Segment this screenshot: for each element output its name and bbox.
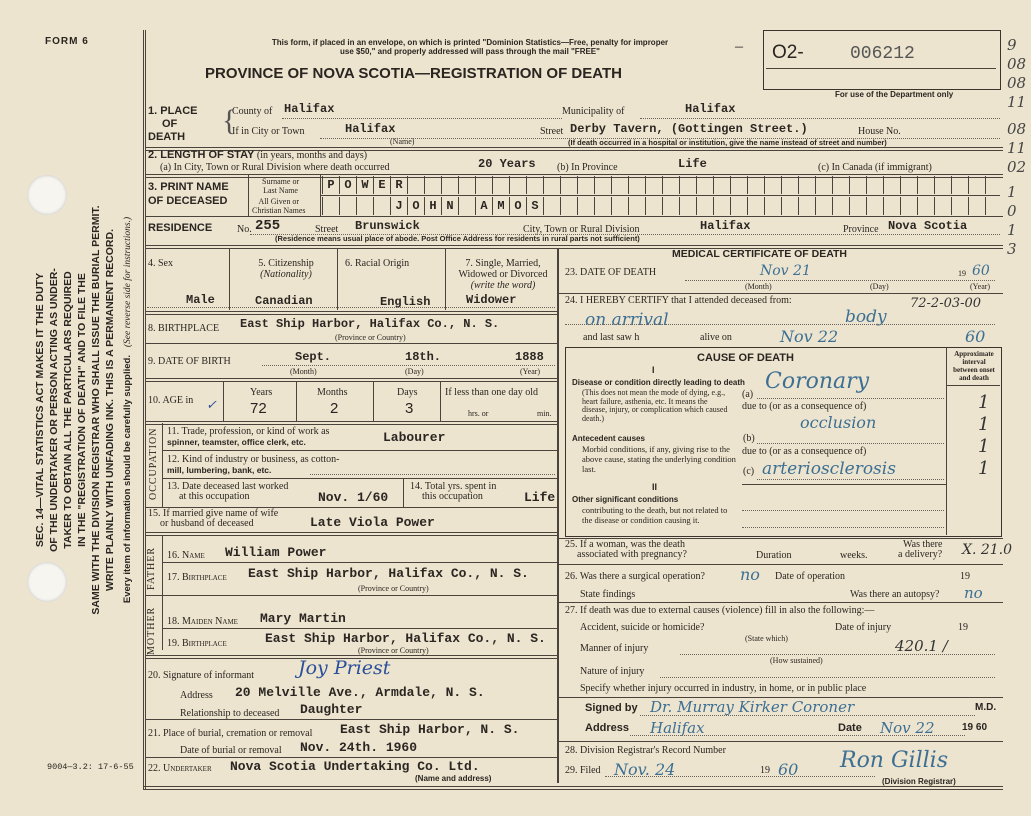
street-label: Street bbox=[540, 126, 564, 137]
mother-side-label: MOTHER bbox=[146, 606, 157, 655]
year-note: (Year) bbox=[520, 367, 541, 376]
place-of-death-label: 1. PLACE OF DEATH bbox=[148, 105, 198, 143]
name-letter-cell bbox=[832, 176, 849, 194]
delivery-handwritten: X. 21.0 bbox=[962, 542, 1013, 558]
name-letter-cell bbox=[594, 197, 611, 215]
given-grid bbox=[322, 197, 1002, 215]
name-letter-cell bbox=[577, 197, 594, 215]
total-years-label: 14. Total yrs. spent in this occupation bbox=[410, 481, 497, 502]
name-letter-cell bbox=[492, 176, 509, 194]
surname-label: Surname or Last Name bbox=[262, 177, 300, 195]
name-letter-cell bbox=[662, 197, 679, 215]
attended-from-handwritten: on arrival bbox=[585, 310, 669, 330]
last-worked-label: 13. Date deceased last worked at this occupation bbox=[167, 481, 289, 502]
cause-a-label: (a) bbox=[742, 389, 754, 400]
min-label: min. bbox=[537, 409, 552, 418]
signature-date-handwritten: Nov 22 bbox=[880, 719, 935, 737]
name-letter-cell bbox=[441, 176, 458, 194]
surgery-label: 26. Was there a surgical operation? bbox=[565, 571, 705, 582]
nature-label: Nature of injury bbox=[580, 666, 645, 677]
state-which-note: (State which) bbox=[745, 634, 788, 643]
name-letter-cell: M bbox=[492, 197, 509, 215]
city-label: If in City or Town bbox=[232, 126, 305, 137]
residence-label: RESIDENCE bbox=[148, 222, 213, 234]
name-letter-cell bbox=[526, 176, 543, 194]
hrs-label: hrs. or bbox=[468, 409, 489, 418]
name-letter-cell: J bbox=[390, 197, 407, 215]
industry-label: 12. Kind of industry or business, as cotton- mill, lumbering, bank, etc. bbox=[167, 454, 340, 475]
specify-label: Specify whether injury occurred in industry, in home, or in public place bbox=[580, 683, 867, 694]
stay-canada-label: (c) In Canada (if immigrant) bbox=[818, 162, 932, 173]
month-note: (Month) bbox=[745, 282, 772, 291]
father-name-label: 16. Name bbox=[167, 550, 205, 561]
name-letter-cell bbox=[798, 197, 815, 215]
name-letter-cell bbox=[645, 176, 662, 194]
residence-no: 255 bbox=[255, 218, 281, 234]
stay-province-value: Life bbox=[678, 157, 707, 171]
name-letter-cell bbox=[985, 197, 1002, 215]
birthplace-value: East Ship Harbor, Halifax Co., N. S. bbox=[240, 317, 500, 331]
form-number: FORM 6 bbox=[45, 36, 89, 47]
part-two-label: II bbox=[652, 482, 658, 492]
residence-province-label: Province bbox=[843, 224, 879, 235]
name-letter-cell bbox=[747, 176, 764, 194]
name-letter-cell bbox=[356, 197, 373, 215]
total-years-value: Life bbox=[524, 490, 556, 505]
name-letter-cell bbox=[560, 197, 577, 215]
marital-label: 7. Single, Married, Widowed or Divorced (write the word) bbox=[458, 258, 548, 291]
municipality-value: Halifax bbox=[685, 102, 736, 116]
informant-address: 20 Melville Ave., Armdale, N. S. bbox=[235, 685, 485, 700]
sidebar-footer-note: (See reverse side for instructions.) bbox=[123, 216, 133, 348]
mother-birthplace: East Ship Harbor, Halifax Co., N. S. bbox=[265, 631, 546, 646]
name-letter-cell bbox=[849, 197, 866, 215]
name-letter-cell bbox=[611, 176, 628, 194]
death-year-prefix: 19 bbox=[958, 269, 966, 278]
cause-c-handwritten: arteriosclerosis bbox=[762, 459, 896, 479]
margin-rule bbox=[143, 30, 146, 790]
signature-address-handwritten: Halifax bbox=[650, 719, 705, 737]
name-letter-cell bbox=[458, 197, 475, 215]
filed-label: 29. Filed bbox=[565, 765, 601, 776]
md-label: M.D. bbox=[975, 702, 997, 713]
part-one-label: I bbox=[652, 365, 655, 375]
name-letter-cell: P bbox=[322, 176, 339, 194]
signature-date-label: Date bbox=[838, 722, 862, 734]
last-saw-label: and last saw h bbox=[583, 332, 640, 343]
municipality-label: Municipality of bbox=[562, 106, 625, 117]
day-note: (Day) bbox=[405, 367, 424, 376]
sidebar-line: OF THE UNDERTAKER OR PERSON ACTING AS UNDER- bbox=[48, 268, 60, 552]
antecedent-label: Antecedent causes bbox=[572, 434, 645, 443]
residence-province: Nova Scotia bbox=[888, 219, 968, 233]
undertaker-label: 22. Undertaker bbox=[148, 763, 212, 774]
last-saw-year-handwritten: 60 bbox=[965, 327, 986, 346]
death-year-handwritten: 60 bbox=[972, 263, 990, 279]
signature-address-label: Address bbox=[585, 722, 630, 734]
name-letter-cell bbox=[866, 176, 883, 194]
burial-place-label: 21. Place of burial, cremation or removal bbox=[148, 728, 313, 739]
sidebar-footer: Every item of information should be carefully supplied. bbox=[122, 355, 133, 604]
name-letter-cell bbox=[543, 176, 560, 194]
name-letter-cell bbox=[764, 176, 781, 194]
street-value: Derby Tavern, (Gottingen Street.) bbox=[570, 122, 808, 136]
name-letter-cell bbox=[424, 176, 441, 194]
undertaker-value: Nova Scotia Undertaking Co. Ltd. bbox=[230, 759, 480, 774]
alive-on-label: alive on bbox=[700, 332, 732, 343]
name-letter-cell: O bbox=[407, 197, 424, 215]
name-letter-cell bbox=[934, 197, 951, 215]
county-label: County of bbox=[232, 106, 273, 117]
spouse-value: Late Viola Power bbox=[310, 515, 435, 530]
accident-label: Accident, suicide or homicide? bbox=[580, 622, 705, 633]
how-sustained-note: (How sustained) bbox=[770, 656, 823, 665]
year-note: (Year) bbox=[970, 282, 991, 291]
external-causes-label: 27. If death was due to external causes (violence) fill in also the following:— bbox=[565, 605, 875, 616]
citizenship-value: Canadian bbox=[255, 294, 313, 308]
filed-year-handwritten: 60 bbox=[778, 760, 799, 779]
stay-city-value: 20 Years bbox=[478, 157, 536, 171]
manner-handwritten: 420.1 / bbox=[895, 637, 948, 655]
manner-label: Manner of injury bbox=[580, 643, 649, 654]
name-letter-cell: H bbox=[424, 197, 441, 215]
sex-value: Male bbox=[186, 293, 215, 307]
name-letter-cell: R bbox=[390, 176, 407, 194]
name-letter-cell bbox=[730, 176, 747, 194]
month-note: (Month) bbox=[290, 367, 317, 376]
undertaker-note: (Name and address) bbox=[415, 774, 492, 783]
marital-value: Widower bbox=[466, 293, 517, 307]
stay-province-label: (b) In Province bbox=[557, 162, 618, 173]
last-saw-date-handwritten: Nov 22 bbox=[780, 327, 839, 346]
operation-year-prefix: 19 bbox=[960, 571, 970, 582]
racial-label: 6. Racial Origin bbox=[345, 258, 410, 269]
signed-by-label: Signed by bbox=[585, 702, 638, 714]
name-letter-cell bbox=[696, 176, 713, 194]
record-number-label: 28. Division Registrar's Record Number bbox=[565, 745, 726, 756]
name-letter-cell bbox=[662, 176, 679, 194]
name-letter-cell bbox=[815, 176, 832, 194]
weeks-label: weeks. bbox=[840, 550, 868, 561]
residence-city-label: City, Town or Rural Division bbox=[523, 224, 640, 235]
burial-date-label: Date of burial or removal bbox=[180, 745, 282, 756]
name-letter-cell bbox=[713, 197, 730, 215]
burial-place: East Ship Harbor, N. S. bbox=[340, 722, 520, 737]
trade-value: Labourer bbox=[383, 430, 446, 445]
name-letter-cell bbox=[458, 176, 475, 194]
margin-codes: 9 08 08 11 08 11 02 1 0 1 3 bbox=[1007, 36, 1027, 258]
other-conditions-note: contributing to the death, but not related to the disease or condition causing it. bbox=[582, 505, 728, 525]
last-worked-value: Nov. 1/60 bbox=[318, 490, 389, 505]
name-letter-cell bbox=[373, 197, 390, 215]
findings-label: State findings bbox=[580, 589, 636, 600]
name-letter-cell bbox=[577, 176, 594, 194]
informant-address-label: Address bbox=[180, 690, 213, 701]
informant-signature: Joy Priest bbox=[298, 657, 391, 679]
name-letter-cell bbox=[339, 197, 356, 215]
medical-heading: MEDICAL CERTIFICATE OF DEATH bbox=[672, 248, 847, 260]
print-name-label: 3. PRINT NAME OF DECEASED bbox=[148, 181, 229, 207]
father-name: William Power bbox=[225, 545, 327, 560]
filed-year-prefix: 19 bbox=[760, 765, 770, 776]
name-letter-cell bbox=[611, 197, 628, 215]
name-letter-cell bbox=[407, 176, 424, 194]
sidebar-line: SEC. 14—VITAL STATISTICS ACT MAKES IT THE DUTY bbox=[34, 272, 46, 548]
racial-value: English bbox=[380, 295, 431, 309]
direct-cause-note: (This does not mean the mode of dying, e.g., heart failure, asthenia, etc. It means the disease, injury, or complication which caused death.) bbox=[582, 388, 728, 423]
registration-number: 006212 bbox=[850, 44, 915, 64]
months-value: 2 bbox=[330, 400, 339, 417]
name-letter-cell bbox=[679, 197, 696, 215]
physician-signature: Dr. Murray Kirker Coroner bbox=[650, 698, 855, 716]
years-value: 72 bbox=[250, 400, 267, 417]
interval-marks: 1 1 1 1 bbox=[978, 392, 990, 479]
sidebar-line: SAME WITH THE DIVISION REGISTRAR WHO SHALL ISSUE THE BURIAL PERMIT. bbox=[90, 205, 102, 615]
surgery-handwritten: no bbox=[740, 565, 760, 584]
delivery-label: Was there a delivery? bbox=[898, 539, 943, 560]
name-letter-cell bbox=[917, 176, 934, 194]
burial-date: Nov. 24th. 1960 bbox=[300, 740, 418, 755]
city-value: Halifax bbox=[345, 122, 396, 136]
name-letter-cell bbox=[934, 176, 951, 194]
name-letter-cell: A bbox=[475, 197, 492, 215]
length-of-stay-label: 2. LENGTH OF STAY bbox=[148, 149, 255, 161]
age-label: 10. AGE in bbox=[148, 395, 194, 406]
relationship-value: Daughter bbox=[300, 702, 363, 717]
years-label: Years bbox=[250, 387, 273, 398]
form-code: 9004—3.2: 17-6-55 bbox=[47, 762, 134, 772]
name-letter-cell bbox=[866, 197, 883, 215]
name-letter-cell bbox=[849, 176, 866, 194]
name-letter-cell bbox=[900, 176, 917, 194]
signature-year: 19 60 bbox=[962, 722, 988, 733]
name-letter-cell bbox=[594, 176, 611, 194]
duration-label: Duration bbox=[756, 550, 792, 561]
name-letter-cell bbox=[951, 197, 968, 215]
name-letter-cell bbox=[713, 176, 730, 194]
mail-notice: This form, if placed in an envelope, on which is printed "Dominion Statistics—Free, penalty for improper use $50," and properly addressed will pass through the mail "FREE" bbox=[271, 38, 669, 56]
sidebar-line: IN THE "REGISTRATION OF DEATH" AND TO FILE THE bbox=[76, 273, 88, 547]
registrar-signature: Ron Gillis bbox=[840, 748, 948, 773]
name-letter-cell bbox=[730, 197, 747, 215]
mother-birthplace-note: (Province or Country) bbox=[358, 646, 429, 655]
registrar-note: (Division Registrar) bbox=[882, 777, 956, 786]
day-note: (Day) bbox=[870, 282, 889, 291]
cause-a-handwritten: Coronary bbox=[765, 369, 870, 394]
name-letter-cell: O bbox=[339, 176, 356, 194]
spouse-label: 15. If married give name of wife or husband of deceased bbox=[148, 508, 279, 529]
name-letter-cell bbox=[883, 176, 900, 194]
pregnancy-label: 25. If a woman, was the death associated with pregnancy? bbox=[565, 539, 687, 560]
death-date-label: 23. DATE OF DEATH bbox=[565, 267, 657, 278]
sidebar-instructions bbox=[33, 150, 135, 670]
direct-cause-label: Disease or condition directly leading to death bbox=[572, 378, 745, 387]
certify-label: 24. I HEREBY CERTIFY that I attended deceased from: bbox=[565, 295, 792, 306]
name-letter-cell bbox=[679, 176, 696, 194]
father-birthplace-label: 17. Birthplace bbox=[167, 572, 227, 583]
name-letter-cell bbox=[628, 197, 645, 215]
cause-b-label: (b) bbox=[743, 433, 755, 444]
name-letter-cell bbox=[815, 197, 832, 215]
residence-no-label: No. bbox=[237, 224, 252, 235]
due-to-label: due to (or as a consequence of) bbox=[742, 401, 867, 412]
mother-birthplace-label: 19. Birthplace bbox=[167, 638, 227, 649]
days-label: Days bbox=[397, 387, 418, 398]
registration-prefix: O2- bbox=[772, 42, 804, 63]
birthplace-note: (Province or Country) bbox=[335, 333, 406, 342]
name-letter-cell bbox=[747, 197, 764, 215]
cause-heading: CAUSE OF DEATH bbox=[697, 352, 794, 364]
name-letter-cell bbox=[560, 176, 577, 194]
name-letter-cell bbox=[543, 197, 560, 215]
name-letter-cell bbox=[951, 176, 968, 194]
name-letter-cell: W bbox=[356, 176, 373, 194]
stay-city-label: (a) In City, Town or Rural Division where death occurred bbox=[160, 162, 390, 173]
name-letter-cell bbox=[696, 197, 713, 215]
cause-c-label: (c) bbox=[743, 466, 755, 477]
father-birthplace-note: (Province or Country) bbox=[358, 584, 429, 593]
dob-day: 18th. bbox=[405, 350, 442, 364]
injury-year-prefix: 19 bbox=[958, 622, 968, 633]
occupation-side-label: OCCUPATION bbox=[148, 427, 159, 500]
house-label: House No. bbox=[858, 126, 901, 137]
name-letter-cell bbox=[968, 176, 985, 194]
citizenship-label: 5. Citizenship bbox=[258, 258, 314, 269]
dob-label: 9. DATE OF BIRTH bbox=[148, 356, 231, 367]
name-letter-cell bbox=[509, 176, 526, 194]
name-letter-cell bbox=[968, 197, 985, 215]
other-conditions-label: Other significant conditions bbox=[572, 495, 679, 504]
due-to-label: due to (or as a consequence of) bbox=[742, 446, 867, 457]
residence-street: Brunswick bbox=[355, 219, 420, 233]
name-letter-cell: S bbox=[526, 197, 543, 215]
months-label: Months bbox=[317, 387, 348, 398]
name-letter-cell bbox=[322, 197, 339, 215]
name-letter-cell bbox=[628, 176, 645, 194]
name-note: (Name) bbox=[390, 137, 415, 146]
name-letter-cell bbox=[798, 176, 815, 194]
mother-name-label: 18. Maiden Name bbox=[167, 616, 238, 627]
body-handwritten: body bbox=[845, 307, 887, 327]
name-letter-cell bbox=[985, 176, 1002, 194]
certify-code: 72-2-03-00 bbox=[910, 296, 982, 311]
name-letter-cell bbox=[645, 197, 662, 215]
mother-name: Mary Martin bbox=[260, 611, 346, 626]
birthplace-label: 8. BIRTHPLACE bbox=[148, 323, 220, 334]
hospital-note: (If death occurred in a hospital or institution, give the name instead of street and number) bbox=[568, 138, 887, 147]
father-side-label: FATHER bbox=[146, 546, 157, 590]
citizenship-note: (Nationality) bbox=[260, 269, 312, 280]
length-of-stay-note: (in years, months and days) bbox=[256, 150, 368, 161]
due-to-handwritten: occlusion bbox=[800, 413, 877, 432]
father-birthplace: East Ship Harbor, Halifax Co., N. S. bbox=[248, 566, 529, 581]
relationship-label: Relationship to deceased bbox=[180, 708, 280, 719]
operation-date-label: Date of operation bbox=[775, 571, 845, 582]
residence-note: (Residence means usual place of abode. Post Office Address for residents in rural parts not sufficient) bbox=[275, 234, 640, 243]
informant-signature-label: 20. Signature of informant bbox=[148, 670, 255, 681]
dob-year: 1888 bbox=[515, 350, 544, 364]
death-date-handwritten: Nov 21 bbox=[760, 263, 811, 279]
page-title: PROVINCE OF NOVA SCOTIA—REGISTRATION OF DEATH bbox=[205, 65, 622, 82]
sidebar-line: TAKER TO OBTAIN ALL THE PARTICULARS REQUIRED bbox=[62, 271, 74, 549]
antecedent-note: Morbid conditions, if any, giving rise to the above cause, stating the underlying condition last. bbox=[582, 444, 736, 474]
name-letter-cell bbox=[832, 197, 849, 215]
injury-date-label: Date of injury bbox=[835, 622, 892, 633]
name-letter-cell bbox=[781, 197, 798, 215]
residence-city: Halifax bbox=[700, 219, 751, 233]
sidebar-line: WRITE PLAINLY WITH UNFADING INK. THIS IS A PERMANENT RECORD. bbox=[104, 228, 116, 592]
name-letter-cell bbox=[917, 197, 934, 215]
name-letter-cell bbox=[900, 197, 917, 215]
brace: { bbox=[222, 104, 237, 137]
name-letter-cell: N bbox=[441, 197, 458, 215]
name-letter-cell bbox=[781, 176, 798, 194]
sex-label: 4. Sex bbox=[148, 258, 173, 269]
days-value: 3 bbox=[405, 400, 414, 417]
name-letter-cell: O bbox=[509, 197, 526, 215]
county-value: Halifax bbox=[284, 102, 335, 116]
interval-label: Approximate interval between onset and death bbox=[953, 350, 995, 382]
trade-label: 11. Trade, profession, or kind of work as spinner, teamster, office clerk, etc. bbox=[167, 426, 330, 447]
less-than-day-label: If less than one day old bbox=[445, 387, 539, 398]
residence-street-label: Street bbox=[315, 224, 339, 235]
name-letter-cell bbox=[764, 197, 781, 215]
autopsy-handwritten: no bbox=[964, 584, 983, 602]
autopsy-label: Was there an autopsy? bbox=[850, 589, 940, 600]
dob-month: Sept. bbox=[295, 350, 332, 364]
age-checkmark: ✓ bbox=[206, 398, 217, 413]
name-letter-cell bbox=[475, 176, 492, 194]
filed-date-handwritten: Nov. 24 bbox=[614, 760, 676, 779]
dash-mark: – bbox=[735, 38, 743, 55]
name-letter-cell bbox=[883, 197, 900, 215]
name-letter-cell: E bbox=[373, 176, 390, 194]
surname-grid bbox=[322, 176, 1002, 194]
given-label: All Given or Christian Names bbox=[252, 197, 306, 215]
dept-note: For use of the Department only bbox=[835, 90, 954, 99]
